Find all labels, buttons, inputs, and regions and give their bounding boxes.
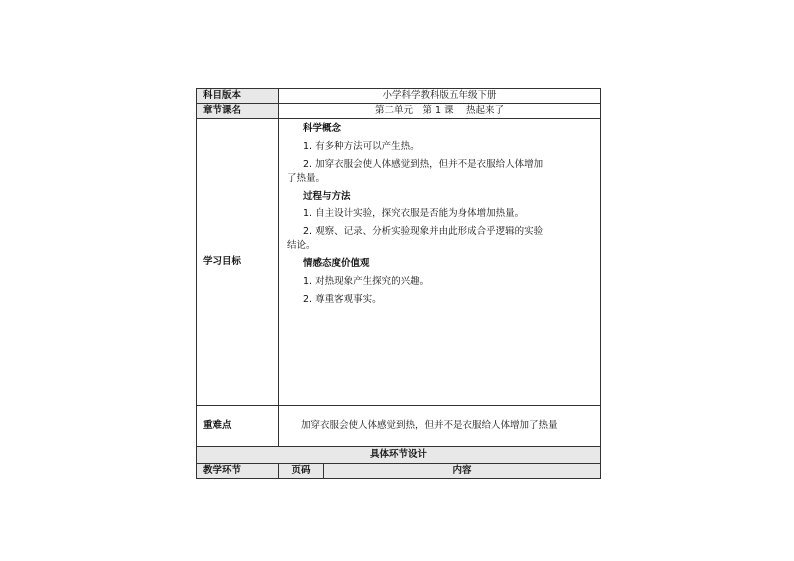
col-stage-header: 教学环节 (197, 464, 279, 479)
objectives-content (279, 119, 601, 406)
objectives-label: 学习目标 (197, 119, 279, 406)
objective-heading: 科学概念 (303, 123, 342, 134)
lesson-plan-table (196, 88, 601, 479)
objective-item: 2. 加穿衣服会使人体感觉到热，但并不是衣服给人体增加 (303, 158, 544, 170)
chapter-row (197, 104, 601, 119)
objective-item: 1. 有多种方法可以产生热。 (303, 140, 420, 152)
objective-item-continued: 结论。 (287, 240, 316, 252)
objective-item: 1. 对热现象产生探究的兴趣。 (303, 275, 430, 287)
section-title: 具体环节设计 (197, 447, 601, 464)
difficulty-row (197, 406, 601, 447)
chapter-value: 第二单元 第 1 课 热起来了 (279, 104, 601, 119)
objective-heading: 情感态度价值观 (303, 258, 370, 269)
objective-item: 1. 自主设计实验，探究衣服是否能为身体增加热量。 (303, 208, 525, 220)
subject-row (197, 89, 601, 104)
objectives-row (197, 119, 601, 406)
col-page-header: 页码 (279, 464, 324, 479)
chapter-label: 章节课名 (197, 104, 279, 119)
section-row (197, 447, 601, 464)
objective-item: 2. 观察、记录、分析实验现象并由此形成合乎逻辑的实验 (303, 226, 544, 238)
objective-item-continued: 了热量。 (287, 172, 326, 184)
subject-label: 科目版本 (197, 89, 279, 104)
objective-heading: 过程与方法 (303, 190, 351, 202)
difficulty-value: 加穿衣服会使人体感觉到热，但并不是衣服给人体增加了热量 (279, 406, 601, 447)
col-content-header: 内容 (324, 464, 601, 479)
difficulty-label: 重难点 (197, 406, 279, 447)
subject-value: 小学科学教科版五年级下册 (279, 89, 601, 104)
objective-item: 2. 尊重客观事实。 (303, 293, 382, 305)
column-header-row (197, 464, 601, 479)
